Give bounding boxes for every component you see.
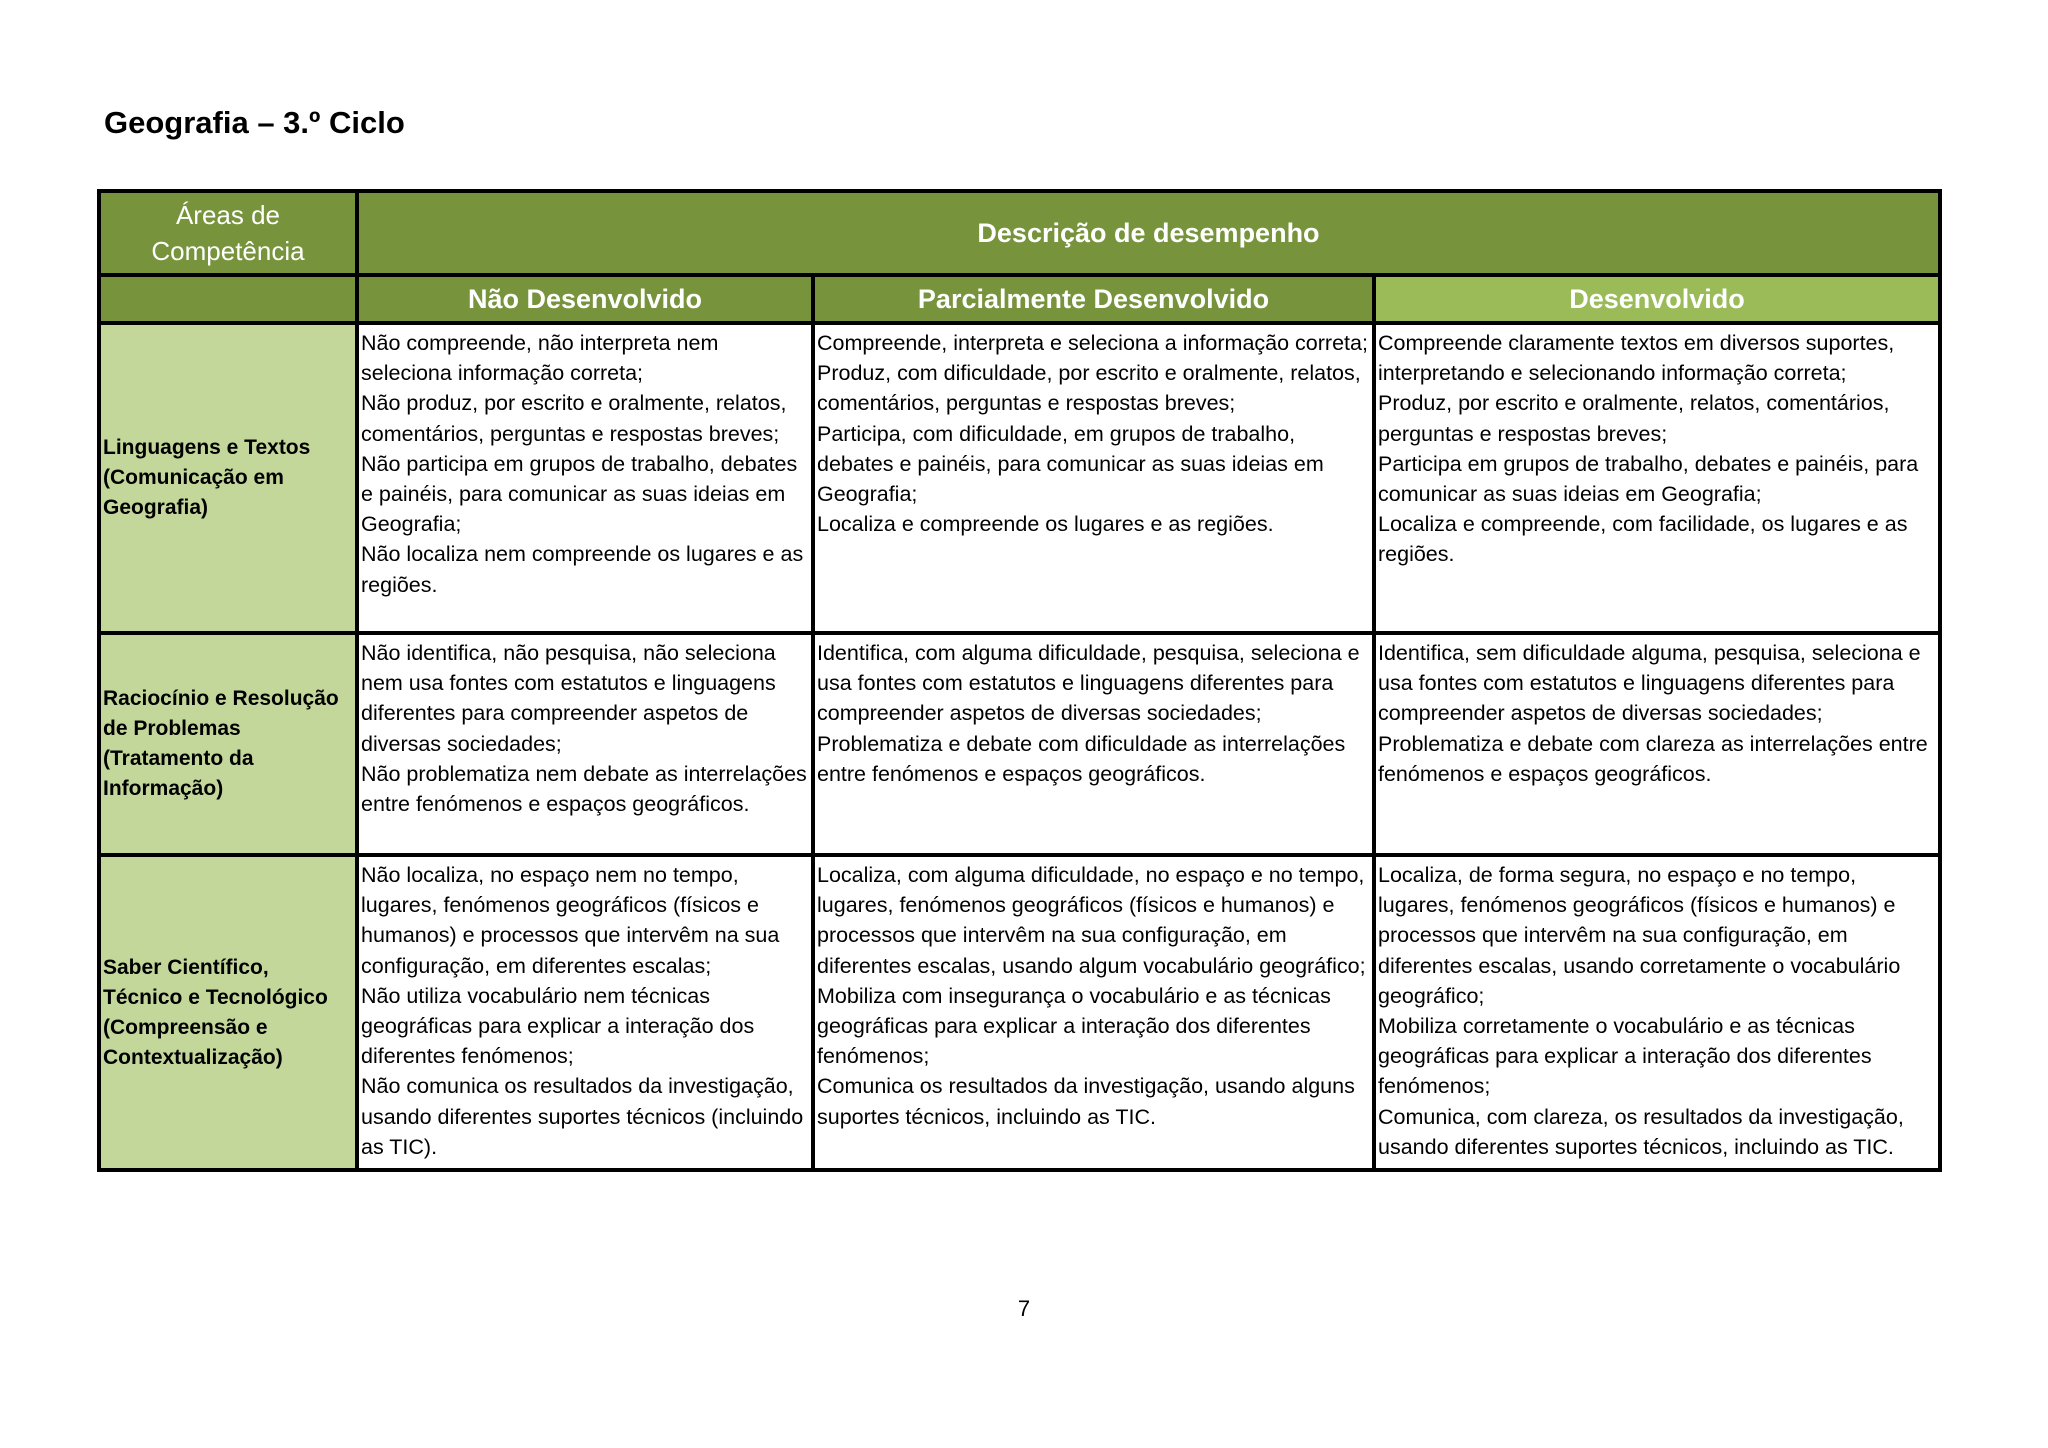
level-header-nao-desenvolvido: Não Desenvolvido [357, 275, 813, 323]
competence-area-line: Saber Científico, [103, 955, 269, 979]
descriptor-statement: Não localiza, no espaço nem no tempo, lugares, fenómenos geográficos (físicos e humanos) e processos que intervêm na sua configuração, em diferentes escalas; [361, 863, 780, 978]
descriptor-statement: Comunica, com clareza, os resultados da investigação, usando diferentes suportes técnicos, incluindo as TIC. [1378, 1104, 1904, 1159]
competence-area-line: Técnico e Tecnológico [103, 985, 328, 1009]
descriptor-statement: Compreende claramente textos em diversos suportes, interpretando e selecionando informação correta; [1378, 331, 1895, 386]
descriptor-statement: Produz, com dificuldade, por escrito e oralmente, relatos, comentários, perguntas e respostas breves; [817, 361, 1361, 416]
descriptor-parcialmente-desenvolvido [813, 633, 1374, 855]
descriptor-statement: Não produz, por escrito e oralmente, relatos, comentários, perguntas e respostas breves; [361, 391, 787, 446]
descriptor-statement: Identifica, com alguma dificuldade, pesquisa, seleciona e usa fontes com estatutos e linguagens diferentes para compreender aspetos de diversas sociedades; [817, 641, 1360, 726]
descriptor-statement: Comunica os resultados da investigação, usando alguns suportes técnicos, incluindo as TIC. [817, 1074, 1355, 1129]
competence-area-line: (Comunicação em [103, 466, 284, 489]
level-header-row [99, 275, 1940, 323]
descriptor-nao-desenvolvido [357, 633, 813, 855]
description-header: Descrição de desempenho [357, 191, 1940, 275]
competence-area-line: (Tratamento da [103, 747, 254, 770]
descriptor-statement: Localiza, com alguma dificuldade, no espaço e no tempo, lugares, fenómenos geográficos (físicos e humanos) e processos que intervêm na sua configuração, em diferentes escalas, usando algum vocabulário geográfico; [817, 863, 1366, 978]
competence-rubric-table [97, 189, 1942, 1172]
areas-header-line: Competência [151, 236, 305, 266]
descriptor-statement: Não comunica os resultados da investigação, usando diferentes suportes técnicos (incluindo as TIC). [361, 1074, 804, 1159]
descriptor-statement: Localiza e compreende, com facilidade, os lugares e as regiões. [1378, 512, 1908, 567]
descriptor-statement: Identifica, sem dificuldade alguma, pesquisa, seleciona e usa fontes com estatutos e linguagens diferentes para compreender aspetos de diversas sociedades; [1378, 641, 1921, 726]
descriptor-statement: Localiza e compreende os lugares e as regiões. [817, 512, 1274, 537]
empty-header-cell [99, 275, 357, 323]
page-number: 7 [1017, 1296, 1031, 1321]
competence-area-line: Informação) [103, 777, 224, 800]
competence-area-line: Contextualização) [103, 1045, 283, 1069]
descriptor-statement: Mobiliza corretamente o vocabulário e as técnicas geográficas para explicar a interação dos diferentes fenómenos; [1378, 1014, 1872, 1099]
table-row [99, 323, 1940, 633]
competence-area-line: (Compreensão e [103, 1015, 268, 1039]
table-row [99, 855, 1940, 1170]
rubric-body [99, 323, 1940, 1170]
descriptor-statement: Não utiliza vocabulário nem técnicas geográficas para explicar a interação dos diferentes fenómenos; [361, 983, 755, 1069]
competence-area-line: Geografia) [103, 496, 209, 519]
descriptor-statement: Produz, por escrito e oralmente, relatos, comentários, perguntas e respostas breves; [1378, 391, 1890, 446]
descriptor-desenvolvido [1374, 323, 1940, 633]
descriptor-statement: Não problematiza nem debate as interrelações entre fenómenos e espaços geográficos. [361, 761, 807, 817]
competence-area-cell [99, 633, 357, 855]
competence-area-line: Raciocínio e Resolução [103, 687, 339, 710]
descriptor-statement: Compreende, interpreta e seleciona a informação correta; [817, 331, 1368, 355]
competence-area-cell [99, 855, 357, 1170]
level-header-desenvolvido: Desenvolvido [1374, 275, 1940, 323]
descriptor-parcialmente-desenvolvido [813, 323, 1374, 633]
areas-header [99, 191, 357, 275]
competence-area-line: de Problemas [103, 717, 241, 740]
areas-header-line: Áreas de [175, 200, 281, 230]
descriptor-statement: Localiza, de forma segura, no espaço e no tempo, lugares, fenómenos geográficos (físicos e humanos) e processos que intervêm na sua configuração, em diferentes escalas, usando corretamente o vocabulário geográfico; [1378, 863, 1901, 1008]
competence-area-line: Linguagens e Textos [103, 436, 311, 459]
descriptor-nao-desenvolvido [357, 855, 813, 1170]
descriptor-desenvolvido [1374, 633, 1940, 855]
page-title: Geografia – 3.º Ciclo [104, 105, 405, 140]
level-header-parcialmente-desenvolvido: Parcialmente Desenvolvido [813, 275, 1374, 323]
descriptor-statement: Participa em grupos de trabalho, debates e painéis, para comunicar as suas ideias em Geografia; [1378, 451, 1919, 507]
descriptor-parcialmente-desenvolvido [813, 855, 1374, 1170]
descriptor-statement: Não localiza nem compreende os lugares e as regiões. [361, 542, 804, 597]
descriptor-statement: Participa, com dificuldade, em grupos de trabalho, debates e painéis, para comunicar as suas ideias em Geografia; [817, 421, 1324, 507]
descriptor-statement: Não participa em grupos de trabalho, debates e painéis, para comunicar as suas ideias em Geografia; [361, 451, 798, 537]
table-header-row [99, 191, 1940, 275]
competence-area-cell [99, 323, 357, 633]
descriptor-statement: Problematiza e debate com dificuldade as interrelações entre fenómenos e espaços geográficos. [817, 731, 1346, 786]
descriptor-statement: Não compreende, não interpreta nem seleciona informação correta; [361, 331, 719, 386]
table-row [99, 633, 1940, 855]
descriptor-statement: Não identifica, não pesquisa, não seleciona nem usa fontes com estatutos e linguagens diferentes para compreender aspetos de diversas sociedades; [361, 641, 776, 756]
descriptor-statement: Mobiliza com insegurança o vocabulário e as técnicas geográficas para explicar a interação dos diferentes fenómenos; [817, 983, 1331, 1069]
descriptor-statement: Problematiza e debate com clareza as interrelações entre fenómenos e espaços geográficos. [1378, 731, 1928, 786]
descriptor-desenvolvido [1374, 855, 1940, 1170]
descriptor-nao-desenvolvido [357, 323, 813, 633]
